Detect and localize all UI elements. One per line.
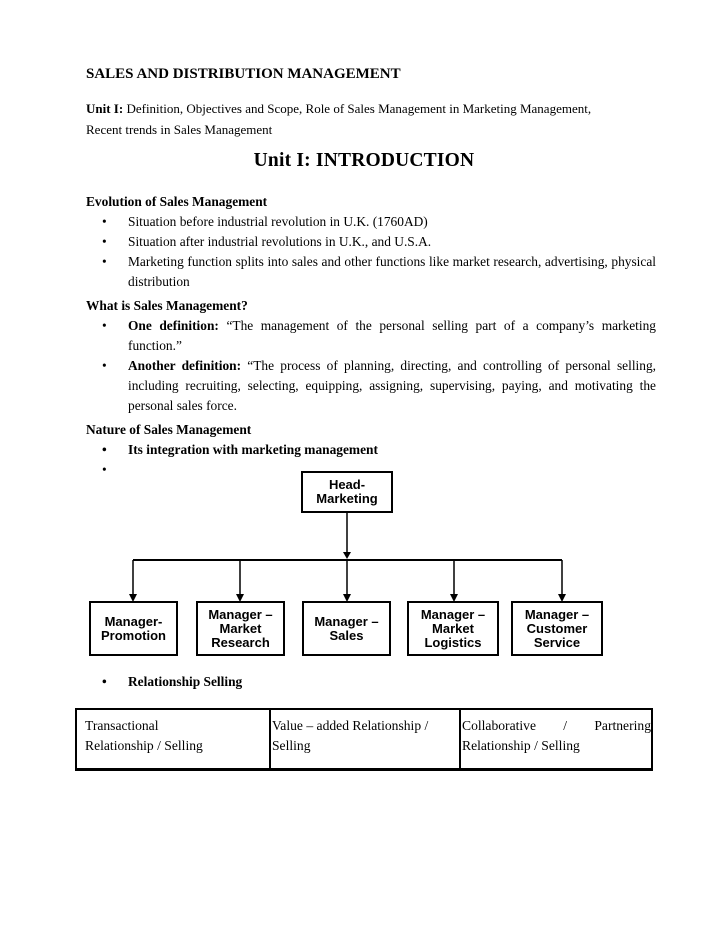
- list-item: [86, 356, 656, 416]
- table-cell: [77, 710, 269, 768]
- definition-text: “The process of planning, directing, and controlling of personal selling, including recruiting, selecting, equipping, assigning, supervising, paying, and motivating the personal sales force.: [128, 358, 656, 413]
- list-item-text: Marketing function splits into sales and other functions like market research, advertising, physical distribution: [128, 254, 656, 289]
- list-item: [86, 212, 656, 232]
- cell-text: Selling: [272, 738, 311, 753]
- org-node-label: Head- Marketing: [316, 477, 378, 506]
- definition-list: [86, 316, 656, 416]
- bullet-icon: •: [102, 254, 107, 269]
- definition-label: Another definition:: [128, 358, 242, 373]
- org-node-head: [301, 471, 393, 513]
- cell-text: Collaborative / Partnering: [462, 718, 651, 733]
- cell-text: Transactional: [85, 718, 159, 733]
- table-cell: [269, 710, 459, 768]
- list-item-text: Relationship Selling: [128, 674, 243, 689]
- bullet-icon: •: [102, 214, 107, 229]
- unit-description: [86, 98, 656, 140]
- bullet-icon: •: [102, 674, 107, 689]
- definition-heading: What is Sales Management?: [86, 298, 248, 313]
- unit-text-2: Recent trends in Sales Management: [86, 122, 273, 137]
- org-node-label: Manager- Promotion: [101, 613, 166, 643]
- unit-label: Unit I:: [86, 101, 124, 116]
- bullet-icon: •: [102, 358, 107, 373]
- table-cell: [459, 710, 653, 768]
- org-node-manager: [89, 601, 178, 656]
- relationship-list: [86, 672, 656, 692]
- nature-list: [86, 440, 656, 477]
- list-item: [86, 316, 656, 356]
- org-node-manager: [196, 601, 285, 656]
- nature-heading: Nature of Sales Management: [86, 422, 252, 437]
- list-item: [86, 440, 656, 460]
- relationship-table: [75, 708, 653, 771]
- nature-section: [86, 420, 656, 477]
- evolution-section: [86, 192, 656, 292]
- bullet-icon: •: [102, 442, 107, 457]
- bullet-icon: •: [102, 234, 107, 249]
- definition-text: “The management of the personal selling part of a company’s marketing function.”: [128, 318, 656, 353]
- org-node-manager: [302, 601, 391, 656]
- unit-text-1: Definition, Objectives and Scope, Role of Sales Management in Marketing Management,: [123, 101, 592, 116]
- bullet-icon: •: [102, 462, 107, 477]
- document-title: SALES AND DISTRIBUTION MANAGEMENT: [86, 66, 401, 82]
- list-item: [86, 672, 656, 692]
- definition-section: [86, 296, 656, 416]
- evolution-heading: Evolution of Sales Management: [86, 194, 268, 209]
- org-node-label: Manager – Customer Service: [524, 606, 590, 650]
- list-item: [86, 232, 656, 252]
- list-item-text: Situation after industrial revolutions in U.K., and U.S.A.: [128, 234, 432, 249]
- org-node-label: Manager – Market Logistics: [420, 606, 486, 650]
- list-item: [86, 252, 656, 292]
- org-node-label: Manager – Sales: [314, 613, 379, 643]
- relationship-section: [86, 672, 656, 692]
- bullet-icon: •: [102, 318, 107, 333]
- cell-text: Relationship / Selling: [462, 738, 580, 753]
- evolution-list: [86, 212, 656, 292]
- definition-label: One definition:: [128, 318, 219, 333]
- arrowhead-icon: [343, 552, 351, 559]
- list-item-text: Its integration with marketing management: [128, 442, 378, 457]
- list-item-text: Situation before industrial revolution in U.K. (1760AD): [128, 214, 428, 229]
- org-node-manager: [407, 601, 499, 656]
- cell-text: Value – added Relationship /: [272, 718, 429, 733]
- cell-text: Relationship / Selling: [85, 738, 203, 753]
- org-node-manager: [511, 601, 603, 656]
- section-heading: Unit I: INTRODUCTION: [253, 150, 475, 171]
- org-node-label: Manager – Market Research: [208, 606, 273, 650]
